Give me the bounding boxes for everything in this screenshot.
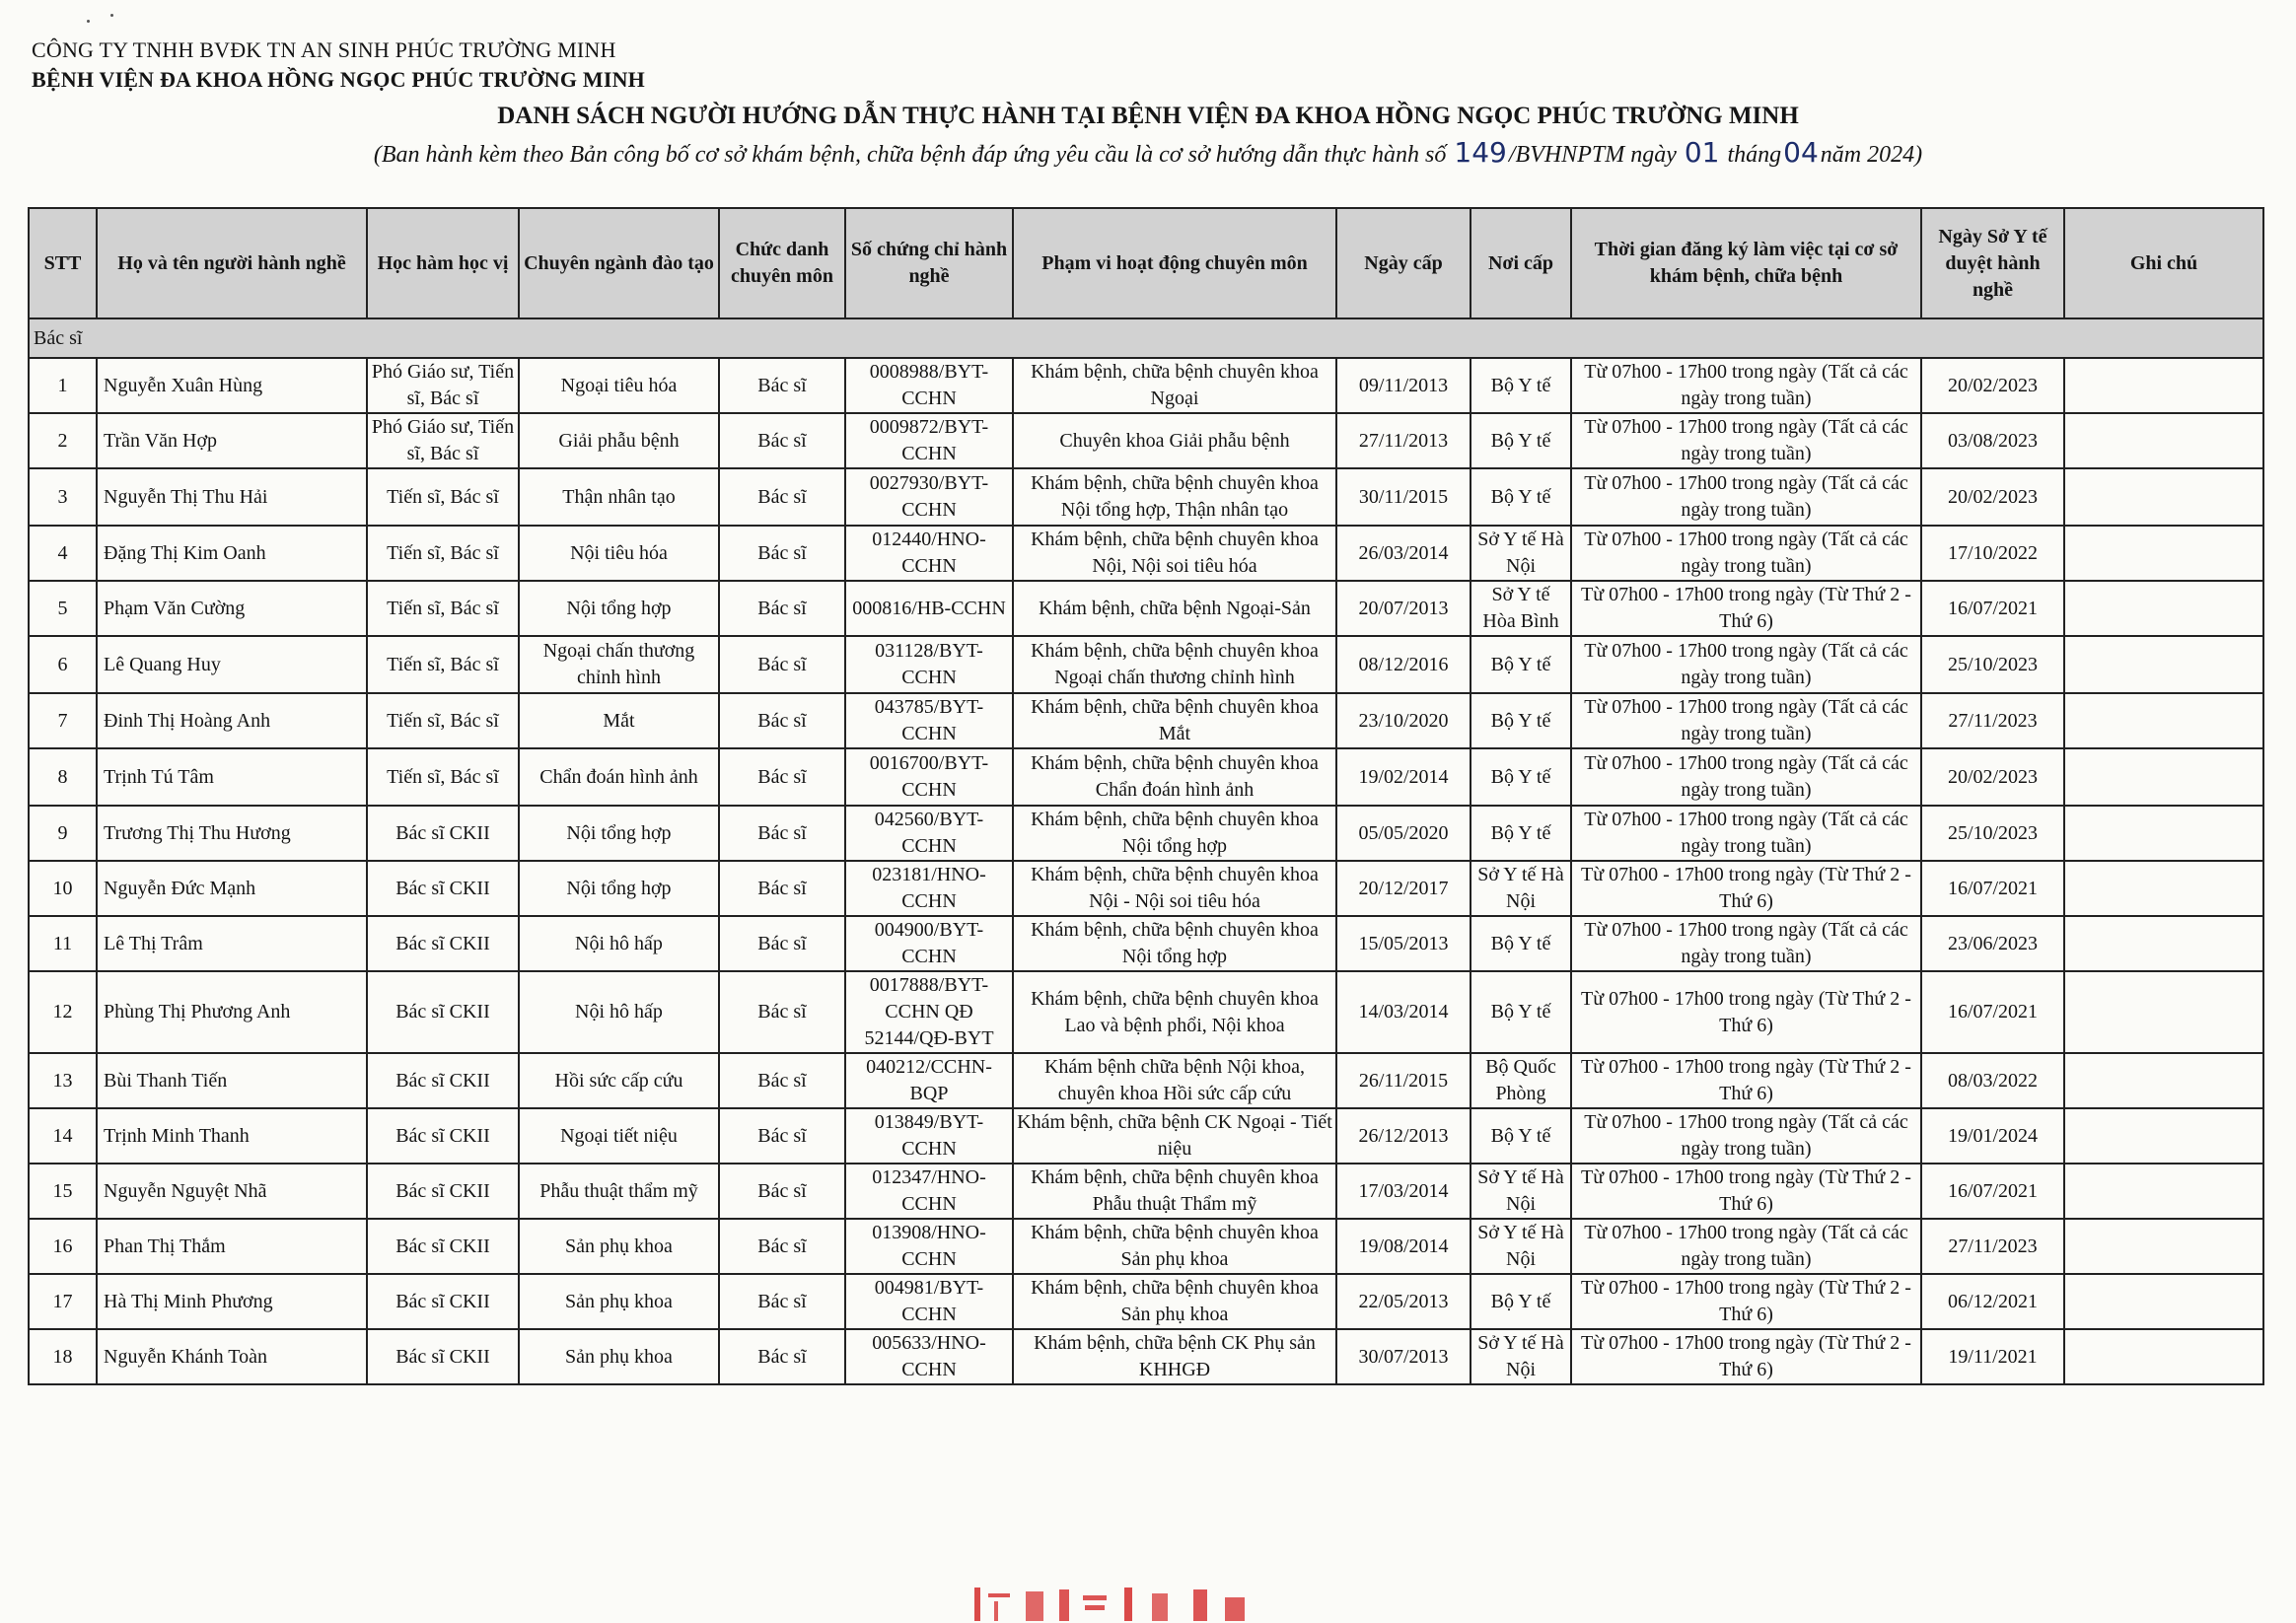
cell-working-hours: Từ 07h00 - 17h00 trong ngày (Từ Thứ 2 - Thứ 6) — [1571, 581, 1921, 636]
cell-title: Bác sĩ — [719, 1164, 845, 1219]
cell-scope: Khám bệnh, chữa bệnh chuyên khoa Chẩn đoán hình ảnh — [1013, 748, 1336, 806]
cell-working-hours: Từ 07h00 - 17h00 trong ngày (Từ Thứ 2 - Thứ 6) — [1571, 971, 1921, 1053]
cell-stt: 18 — [29, 1329, 97, 1384]
cell-title: Bác sĩ — [719, 413, 845, 468]
table-header-row — [29, 208, 2263, 318]
cell-title: Bác sĩ — [719, 1108, 845, 1164]
table-row — [29, 861, 2263, 916]
cell-certificate: 0008988/BYT-CCHN — [845, 358, 1013, 413]
cell-scope: Khám bệnh, chữa bệnh CK Phụ sản KHHGĐ — [1013, 1329, 1336, 1384]
cell-approval-date: 25/10/2023 — [1921, 636, 2064, 693]
cell-issue-date: 15/05/2013 — [1336, 916, 1471, 971]
cell-name: Trịnh Minh Thanh — [97, 1108, 367, 1164]
cell-degree: Bác sĩ CKII — [367, 1108, 519, 1164]
cell-stt: 3 — [29, 468, 97, 526]
cell-degree: Phó Giáo sư, Tiến sĩ, Bác sĩ — [367, 413, 519, 468]
cell-notes — [2064, 971, 2263, 1053]
table-row — [29, 358, 2263, 413]
subtitle-text: /BVHNPTM ngày — [1508, 142, 1677, 168]
table-row — [29, 1108, 2263, 1164]
cell-degree: Bác sĩ CKII — [367, 1329, 519, 1384]
cell-approval-date: 20/02/2023 — [1921, 358, 2064, 413]
handwritten-day: 01 — [1684, 136, 1720, 169]
cell-title: Bác sĩ — [719, 581, 845, 636]
cell-issuer: Sở Y tế Hà Nội — [1471, 1164, 1571, 1219]
cell-issuer: Bộ Y tế — [1471, 1274, 1571, 1329]
cell-notes — [2064, 916, 2263, 971]
cell-approval-date: 20/02/2023 — [1921, 748, 2064, 806]
cell-degree: Bác sĩ CKII — [367, 1164, 519, 1219]
cell-issue-date: 27/11/2013 — [1336, 413, 1471, 468]
subtitle-text: (Ban hành kèm theo Bản công bố cơ sở khám bệnh, chữa bệnh đáp ứng yêu cầu là cơ sở hướng dẫn thực hành số — [373, 142, 1447, 168]
cell-certificate: 004900/BYT-CCHN — [845, 916, 1013, 971]
cell-notes — [2064, 1329, 2263, 1384]
cell-certificate: 012440/HNO-CCHN — [845, 526, 1013, 581]
column-header-certificate: Số chứng chỉ hành nghề — [845, 208, 1013, 318]
cell-issuer: Sở Y tế Hà Nội — [1471, 1329, 1571, 1384]
cell-approval-date: 19/01/2024 — [1921, 1108, 2064, 1164]
cell-issuer: Bộ Y tế — [1471, 971, 1571, 1053]
cell-approval-date: 23/06/2023 — [1921, 916, 2064, 971]
column-header-degree: Học hàm học vị — [367, 208, 519, 318]
cell-notes — [2064, 806, 2263, 861]
cell-degree: Bác sĩ CKII — [367, 806, 519, 861]
cell-title: Bác sĩ — [719, 1329, 845, 1384]
cell-certificate: 013908/HNO-CCHN — [845, 1219, 1013, 1274]
cell-certificate: 023181/HNO-CCHN — [845, 861, 1013, 916]
table-row — [29, 1329, 2263, 1384]
cell-working-hours: Từ 07h00 - 17h00 trong ngày (Từ Thứ 2 - Thứ 6) — [1571, 1274, 1921, 1329]
cell-specialty: Sản phụ khoa — [519, 1274, 719, 1329]
cell-issuer: Bộ Y tế — [1471, 468, 1571, 526]
cell-scope: Chuyên khoa Giải phẫu bệnh — [1013, 413, 1336, 468]
table-row — [29, 1274, 2263, 1329]
cell-issuer: Bộ Y tế — [1471, 916, 1571, 971]
cell-degree: Bác sĩ CKII — [367, 861, 519, 916]
cell-specialty: Ngoại tiết niệu — [519, 1108, 719, 1164]
cell-issue-date: 26/11/2015 — [1336, 1053, 1471, 1108]
cell-approval-date: 16/07/2021 — [1921, 581, 2064, 636]
cell-name: Trịnh Tú Tâm — [97, 748, 367, 806]
cell-name: Bùi Thanh Tiến — [97, 1053, 367, 1108]
cell-specialty: Sản phụ khoa — [519, 1219, 719, 1274]
cell-working-hours: Từ 07h00 - 17h00 trong ngày (Từ Thứ 2 - Thứ 6) — [1571, 1164, 1921, 1219]
cell-issue-date: 30/07/2013 — [1336, 1329, 1471, 1384]
cell-working-hours: Từ 07h00 - 17h00 trong ngày (Tất cả các ngày trong tuần) — [1571, 358, 1921, 413]
cell-approval-date: 27/11/2023 — [1921, 693, 2064, 748]
cell-issue-date: 20/12/2017 — [1336, 861, 1471, 916]
cell-notes — [2064, 1053, 2263, 1108]
cell-working-hours: Từ 07h00 - 17h00 trong ngày (Tất cả các ngày trong tuần) — [1571, 1219, 1921, 1274]
table-row — [29, 916, 2263, 971]
cell-working-hours: Từ 07h00 - 17h00 trong ngày (Tất cả các ngày trong tuần) — [1571, 916, 1921, 971]
scan-speck — [110, 14, 113, 17]
cell-approval-date: 06/12/2021 — [1921, 1274, 2064, 1329]
cell-specialty: Sản phụ khoa — [519, 1329, 719, 1384]
cell-certificate: 004981/BYT-CCHN — [845, 1274, 1013, 1329]
cell-stt: 14 — [29, 1108, 97, 1164]
cell-degree: Bác sĩ CKII — [367, 1219, 519, 1274]
cell-name: Trương Thị Thu Hương — [97, 806, 367, 861]
cell-approval-date: 16/07/2021 — [1921, 971, 2064, 1053]
subtitle-text: tháng — [1727, 142, 1782, 168]
column-header-approval-date: Ngày Sở Y tế duyệt hành nghề — [1921, 208, 2064, 318]
cell-stt: 1 — [29, 358, 97, 413]
table-row — [29, 581, 2263, 636]
cell-issue-date: 23/10/2020 — [1336, 693, 1471, 748]
cell-title: Bác sĩ — [719, 916, 845, 971]
cell-name: Phạm Văn Cường — [97, 581, 367, 636]
cell-scope: Khám bệnh, chữa bệnh chuyên khoa Nội tổng hợp — [1013, 916, 1336, 971]
cell-degree: Bác sĩ CKII — [367, 1053, 519, 1108]
cell-specialty: Nội tổng hợp — [519, 581, 719, 636]
table-row — [29, 526, 2263, 581]
cell-working-hours: Từ 07h00 - 17h00 trong ngày (Tất cả các ngày trong tuần) — [1571, 526, 1921, 581]
cell-notes — [2064, 1219, 2263, 1274]
cell-name: Nguyễn Khánh Toàn — [97, 1329, 367, 1384]
cell-name: Hà Thị Minh Phương — [97, 1274, 367, 1329]
cell-name: Đinh Thị Hoàng Anh — [97, 693, 367, 748]
cell-degree: Tiến sĩ, Bác sĩ — [367, 693, 519, 748]
column-header-name: Họ và tên người hành nghề — [97, 208, 367, 318]
cell-scope: Khám bệnh, chữa bệnh chuyên khoa Ngoại chấn thương chỉnh hình — [1013, 636, 1336, 693]
hospital-name: BỆNH VIỆN ĐA KHOA HỒNG NGỌC PHÚC TRƯỜNG MINH — [32, 67, 645, 92]
cell-working-hours: Từ 07h00 - 17h00 trong ngày (Tất cả các ngày trong tuần) — [1571, 1108, 1921, 1164]
cell-name: Nguyễn Xuân Hùng — [97, 358, 367, 413]
cell-specialty: Ngoại chấn thương chỉnh hình — [519, 636, 719, 693]
column-header-notes: Ghi chú — [2064, 208, 2263, 318]
cell-title: Bác sĩ — [719, 693, 845, 748]
organization-name: CÔNG TY TNHH BVĐK TN AN SINH PHÚC TRƯỜNG MINH — [32, 37, 616, 62]
cell-stt: 16 — [29, 1219, 97, 1274]
cell-issue-date: 14/03/2014 — [1336, 971, 1471, 1053]
cell-issuer: Sở Y tế Hòa Bình — [1471, 581, 1571, 636]
cell-title: Bác sĩ — [719, 971, 845, 1053]
cell-specialty: Nội tiêu hóa — [519, 526, 719, 581]
cell-stt: 9 — [29, 806, 97, 861]
cell-issue-date: 20/07/2013 — [1336, 581, 1471, 636]
cell-certificate: 0027930/BYT-CCHN — [845, 468, 1013, 526]
cell-issue-date: 05/05/2020 — [1336, 806, 1471, 861]
cell-notes — [2064, 636, 2263, 693]
cell-notes — [2064, 693, 2263, 748]
table-row — [29, 1164, 2263, 1219]
cell-notes — [2064, 358, 2263, 413]
cell-working-hours: Từ 07h00 - 17h00 trong ngày (Từ Thứ 2 - Thứ 6) — [1571, 1053, 1921, 1108]
column-header-stt: STT — [29, 208, 97, 318]
cell-degree: Tiến sĩ, Bác sĩ — [367, 468, 519, 526]
cell-notes — [2064, 526, 2263, 581]
column-header-scope: Phạm vi hoạt động chuyên môn — [1013, 208, 1336, 318]
cell-approval-date: 20/02/2023 — [1921, 468, 2064, 526]
cell-scope: Khám bệnh, chữa bệnh chuyên khoa Sản phụ khoa — [1013, 1219, 1336, 1274]
cell-issue-date: 30/11/2015 — [1336, 468, 1471, 526]
cell-notes — [2064, 413, 2263, 468]
cell-scope: Khám bệnh, chữa bệnh chuyên khoa Nội tổng hợp, Thận nhân tạo — [1013, 468, 1336, 526]
cell-issue-date: 17/03/2014 — [1336, 1164, 1471, 1219]
cell-title: Bác sĩ — [719, 526, 845, 581]
cell-approval-date: 25/10/2023 — [1921, 806, 2064, 861]
table-row — [29, 413, 2263, 468]
cell-certificate: 031128/BYT-CCHN — [845, 636, 1013, 693]
cell-approval-date: 03/08/2023 — [1921, 413, 2064, 468]
cell-specialty: Giải phẫu bệnh — [519, 413, 719, 468]
cell-stt: 13 — [29, 1053, 97, 1108]
table-row — [29, 1053, 2263, 1108]
cell-working-hours: Từ 07h00 - 17h00 trong ngày (Tất cả các ngày trong tuần) — [1571, 636, 1921, 693]
subtitle-text: năm 2024) — [1820, 142, 1923, 168]
cell-name: Nguyễn Nguyệt Nhã — [97, 1164, 367, 1219]
practitioner-table — [28, 207, 2264, 1385]
cell-name: Lê Thị Trâm — [97, 916, 367, 971]
cell-name: Nguyễn Đức Mạnh — [97, 861, 367, 916]
cell-title: Bác sĩ — [719, 1219, 845, 1274]
cell-issuer: Sở Y tế Hà Nội — [1471, 526, 1571, 581]
column-header-title: Chức danh chuyên môn — [719, 208, 845, 318]
cell-issue-date: 26/03/2014 — [1336, 526, 1471, 581]
cell-specialty: Chẩn đoán hình ảnh — [519, 748, 719, 806]
cell-working-hours: Từ 07h00 - 17h00 trong ngày (Tất cả các ngày trong tuần) — [1571, 693, 1921, 748]
cell-notes — [2064, 1164, 2263, 1219]
cell-stt: 12 — [29, 971, 97, 1053]
cell-degree: Bác sĩ CKII — [367, 916, 519, 971]
cell-stt: 7 — [29, 693, 97, 748]
cell-scope: Khám bệnh, chữa bệnh Ngoại-Sản — [1013, 581, 1336, 636]
cell-specialty: Hồi sức cấp cứu — [519, 1053, 719, 1108]
table-row — [29, 636, 2263, 693]
section-label: Bác sĩ — [29, 318, 2263, 358]
cell-scope: Khám bệnh, chữa bệnh chuyên khoa Lao và bệnh phổi, Nội khoa — [1013, 971, 1336, 1053]
cell-issue-date: 08/12/2016 — [1336, 636, 1471, 693]
table-row — [29, 748, 2263, 806]
cell-scope: Khám bệnh, chữa bệnh chuyên khoa Nội, Nội soi tiêu hóa — [1013, 526, 1336, 581]
table-row — [29, 806, 2263, 861]
cell-degree: Tiến sĩ, Bác sĩ — [367, 526, 519, 581]
cell-degree: Bác sĩ CKII — [367, 1274, 519, 1329]
cell-issue-date: 09/11/2013 — [1336, 358, 1471, 413]
column-header-issuer: Nơi cấp — [1471, 208, 1571, 318]
cell-issue-date: 22/05/2013 — [1336, 1274, 1471, 1329]
column-header-issue-date: Ngày cấp — [1336, 208, 1471, 318]
table-row — [29, 1219, 2263, 1274]
cell-issuer: Sở Y tế Hà Nội — [1471, 1219, 1571, 1274]
cell-specialty: Thận nhân tạo — [519, 468, 719, 526]
cell-specialty: Ngoại tiêu hóa — [519, 358, 719, 413]
cell-stt: 2 — [29, 413, 97, 468]
cell-scope: Khám bệnh chữa bệnh Nội khoa, chuyên khoa Hồi sức cấp cứu — [1013, 1053, 1336, 1108]
cell-issuer: Bộ Y tế — [1471, 636, 1571, 693]
cell-issuer: Bộ Y tế — [1471, 806, 1571, 861]
cell-issuer: Bộ Quốc Phòng — [1471, 1053, 1571, 1108]
cell-specialty: Nội hô hấp — [519, 916, 719, 971]
cell-degree: Phó Giáo sư, Tiến sĩ, Bác sĩ — [367, 358, 519, 413]
cell-notes — [2064, 1274, 2263, 1329]
cell-specialty: Phẫu thuật thẩm mỹ — [519, 1164, 719, 1219]
cell-issuer: Bộ Y tế — [1471, 358, 1571, 413]
cell-certificate: 0016700/BYT-CCHN — [845, 748, 1013, 806]
cell-specialty: Nội tổng hợp — [519, 861, 719, 916]
cell-title: Bác sĩ — [719, 1274, 845, 1329]
cell-degree: Tiến sĩ, Bác sĩ — [367, 636, 519, 693]
cell-issuer: Bộ Y tế — [1471, 693, 1571, 748]
cell-certificate: 040212/CCHN-BQP — [845, 1053, 1013, 1108]
cell-working-hours: Từ 07h00 - 17h00 trong ngày (Tất cả các ngày trong tuần) — [1571, 468, 1921, 526]
cell-stt: 10 — [29, 861, 97, 916]
cell-issue-date: 26/12/2013 — [1336, 1108, 1471, 1164]
cell-scope: Khám bệnh, chữa bệnh CK Ngoại - Tiết niệu — [1013, 1108, 1336, 1164]
cell-approval-date: 17/10/2022 — [1921, 526, 2064, 581]
cell-approval-date: 16/07/2021 — [1921, 1164, 2064, 1219]
cell-title: Bác sĩ — [719, 861, 845, 916]
cell-title: Bác sĩ — [719, 1053, 845, 1108]
cell-approval-date: 08/03/2022 — [1921, 1053, 2064, 1108]
cell-certificate: 0009872/BYT-CCHN — [845, 413, 1013, 468]
cell-name: Phùng Thị Phương Anh — [97, 971, 367, 1053]
cell-issue-date: 19/02/2014 — [1336, 748, 1471, 806]
cell-stt: 8 — [29, 748, 97, 806]
cell-title: Bác sĩ — [719, 358, 845, 413]
cell-degree: Tiến sĩ, Bác sĩ — [367, 581, 519, 636]
document-title: DANH SÁCH NGƯỜI HƯỚNG DẪN THỰC HÀNH TẠI BỆNH VIỆN ĐA KHOA HỒNG NGỌC PHÚC TRƯỜNG MINH — [497, 103, 1799, 129]
cell-stt: 6 — [29, 636, 97, 693]
column-header-working-hours: Thời gian đăng ký làm việc tại cơ sở khám bệnh, chữa bệnh — [1571, 208, 1921, 318]
table-row — [29, 971, 2263, 1053]
cell-specialty: Nội hô hấp — [519, 971, 719, 1053]
cell-working-hours: Từ 07h00 - 17h00 trong ngày (Từ Thứ 2 - Thứ 6) — [1571, 1329, 1921, 1384]
section-row — [29, 318, 2263, 358]
cell-issuer: Sở Y tế Hà Nội — [1471, 861, 1571, 916]
cell-scope: Khám bệnh, chữa bệnh chuyên khoa Mắt — [1013, 693, 1336, 748]
table-row — [29, 693, 2263, 748]
cell-issue-date: 19/08/2014 — [1336, 1219, 1471, 1274]
cell-notes — [2064, 468, 2263, 526]
cell-specialty: Nội tổng hợp — [519, 806, 719, 861]
cell-title: Bác sĩ — [719, 636, 845, 693]
cell-approval-date: 27/11/2023 — [1921, 1219, 2064, 1274]
cell-scope: Khám bệnh, chữa bệnh chuyên khoa Ngoại — [1013, 358, 1336, 413]
cell-working-hours: Từ 07h00 - 17h00 trong ngày (Từ Thứ 2 - Thứ 6) — [1571, 861, 1921, 916]
cell-certificate: 000816/HB-CCHN — [845, 581, 1013, 636]
cell-name: Lê Quang Huy — [97, 636, 367, 693]
cell-stt: 11 — [29, 916, 97, 971]
table-row — [29, 468, 2263, 526]
cell-certificate: 005633/HNO-CCHN — [845, 1329, 1013, 1384]
scan-speck — [87, 20, 90, 23]
cell-notes — [2064, 748, 2263, 806]
red-stamp-fragment — [967, 1584, 1262, 1623]
cell-approval-date: 16/07/2021 — [1921, 861, 2064, 916]
cell-working-hours: Từ 07h00 - 17h00 trong ngày (Tất cả các ngày trong tuần) — [1571, 748, 1921, 806]
cell-working-hours: Từ 07h00 - 17h00 trong ngày (Tất cả các ngày trong tuần) — [1571, 413, 1921, 468]
cell-certificate: 0017888/BYT-CCHN QĐ 52144/QĐ-BYT — [845, 971, 1013, 1053]
cell-stt: 5 — [29, 581, 97, 636]
column-header-specialty: Chuyên ngành đào tạo — [519, 208, 719, 318]
cell-scope: Khám bệnh, chữa bệnh chuyên khoa Sản phụ khoa — [1013, 1274, 1336, 1329]
cell-issuer: Bộ Y tế — [1471, 748, 1571, 806]
cell-scope: Khám bệnh, chữa bệnh chuyên khoa Nội - Nội soi tiêu hóa — [1013, 861, 1336, 916]
cell-title: Bác sĩ — [719, 748, 845, 806]
cell-certificate: 013849/BYT-CCHN — [845, 1108, 1013, 1164]
cell-scope: Khám bệnh, chữa bệnh chuyên khoa Phẫu thuật Thẩm mỹ — [1013, 1164, 1336, 1219]
handwritten-decision-number: 149 — [1454, 136, 1507, 169]
cell-issuer: Bộ Y tế — [1471, 413, 1571, 468]
cell-name: Phan Thị Thắm — [97, 1219, 367, 1274]
cell-certificate: 043785/BYT-CCHN — [845, 693, 1013, 748]
cell-scope: Khám bệnh, chữa bệnh chuyên khoa Nội tổng hợp — [1013, 806, 1336, 861]
cell-notes — [2064, 1108, 2263, 1164]
cell-notes — [2064, 581, 2263, 636]
cell-degree: Bác sĩ CKII — [367, 971, 519, 1053]
handwritten-month: 04 — [1783, 136, 1819, 169]
cell-stt: 17 — [29, 1274, 97, 1329]
document-subtitle — [0, 136, 2296, 169]
cell-specialty: Mắt — [519, 693, 719, 748]
cell-title: Bác sĩ — [719, 468, 845, 526]
cell-name: Nguyễn Thị Thu Hải — [97, 468, 367, 526]
cell-degree: Tiến sĩ, Bác sĩ — [367, 748, 519, 806]
cell-notes — [2064, 861, 2263, 916]
cell-name: Trần Văn Hợp — [97, 413, 367, 468]
cell-stt: 4 — [29, 526, 97, 581]
cell-name: Đặng Thị Kim Oanh — [97, 526, 367, 581]
cell-issuer: Bộ Y tế — [1471, 1108, 1571, 1164]
cell-certificate: 012347/HNO-CCHN — [845, 1164, 1013, 1219]
cell-stt: 15 — [29, 1164, 97, 1219]
cell-approval-date: 19/11/2021 — [1921, 1329, 2064, 1384]
cell-working-hours: Từ 07h00 - 17h00 trong ngày (Tất cả các ngày trong tuần) — [1571, 806, 1921, 861]
cell-certificate: 042560/BYT-CCHN — [845, 806, 1013, 861]
cell-title: Bác sĩ — [719, 806, 845, 861]
